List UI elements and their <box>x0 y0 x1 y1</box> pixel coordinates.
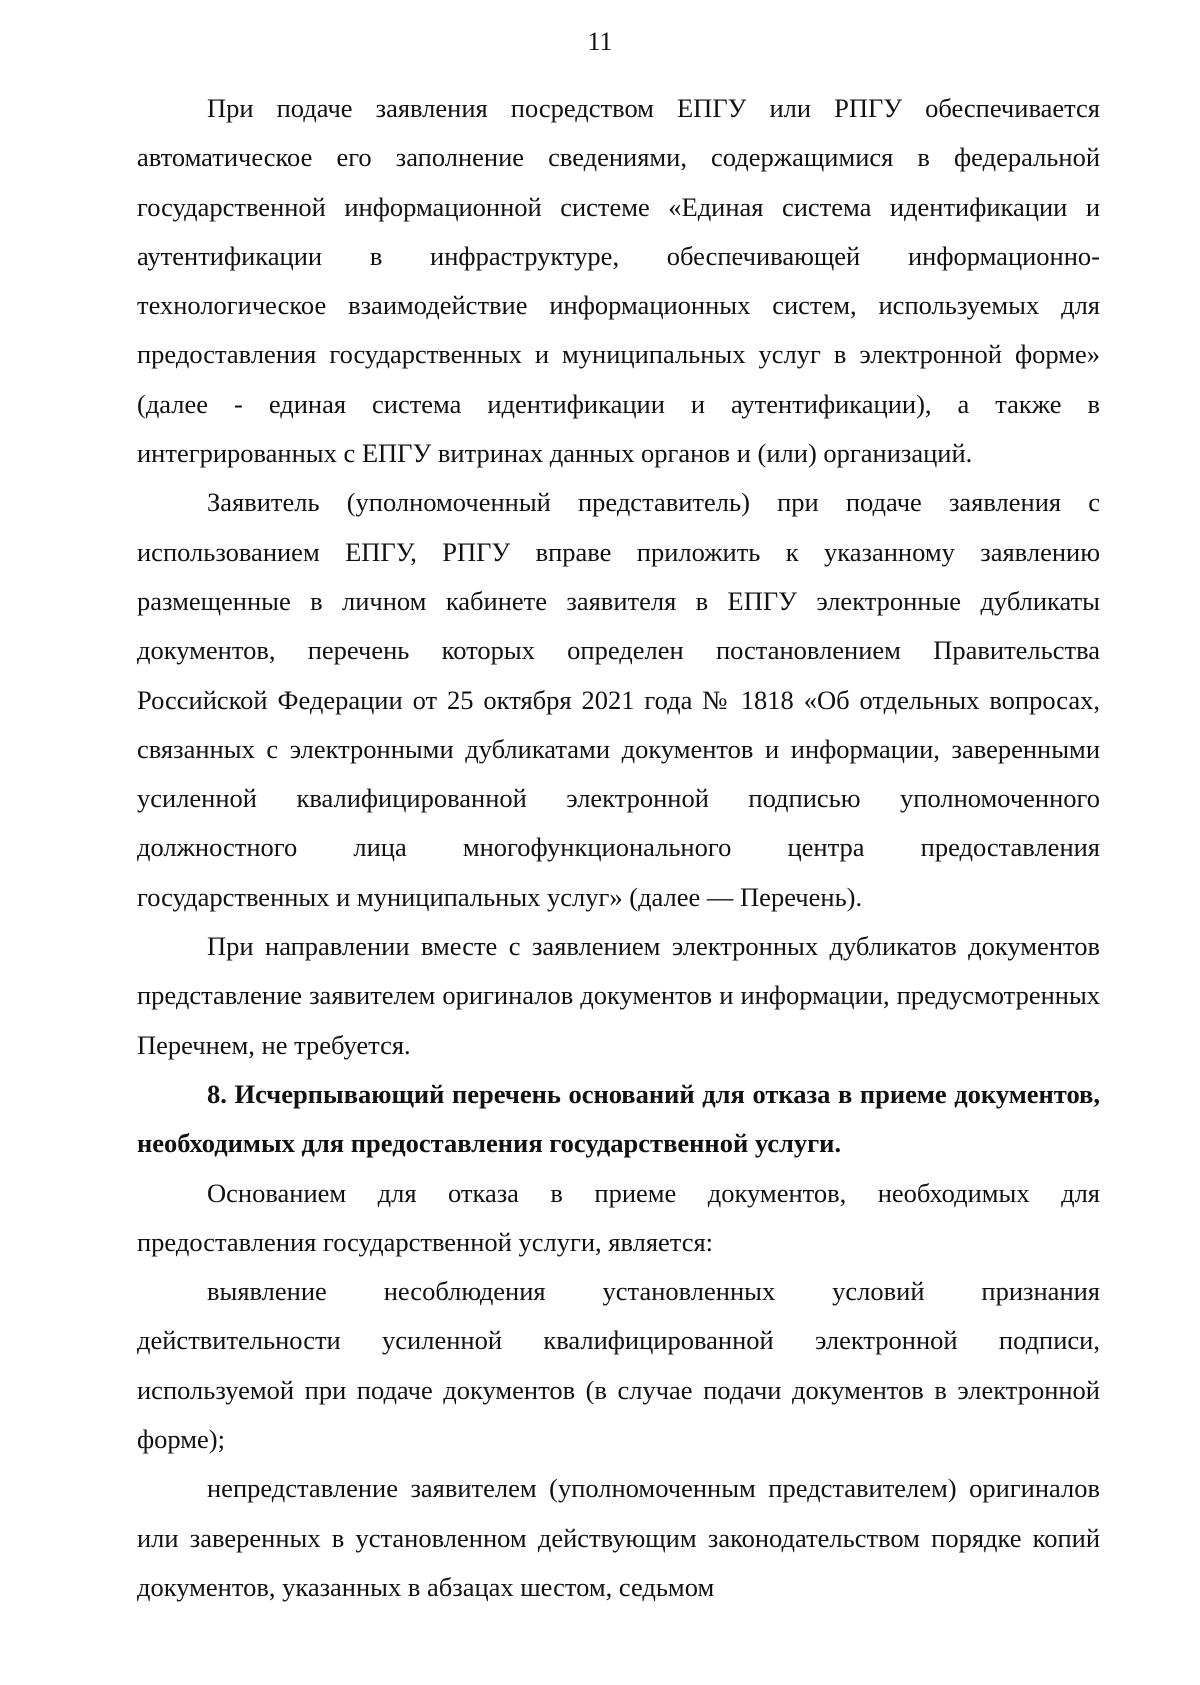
paragraph-electronic-duplicates: Заявитель (уполномоченный представитель) при подаче заявления с использованием ЕПГУ, РПГУ вправе приложить к указанному заявлению размещенные в личном кабинете заявителя в ЕПГУ электронные дубликаты документов, перечень которых определен постановлением Правительства Российской Федерации от 25 октября 2021 года № 1818 «Об отдельных вопросах, связанных с электронными дубликатами документов и информации, заверенными усиленной квалифицированной электронной подписью уполномоченного должностного лица многофункционального центра предоставления государственных и муниципальных услуг» (далее — Перечень). <box>137 487 1100 912</box>
document-body <box>137 84 1100 1612</box>
paragraph-originals-not-submitted: непредставление заявителем (уполномоченным представителем) оригиналов или заверенных в установленном действующим законодательством порядке копий документов, указанных в абзацах шестом, седьмом <box>137 1473 1100 1602</box>
paragraph-originals-not-required: При направлении вместе с заявлением электронных дубликатов документов представление заявителем оригиналов документов и информации, предусмотренных Перечнем, не требуется. <box>137 931 1100 1060</box>
paragraph-signature-invalid: выявление несоблюдения установленных условий признания действительности усиленной квалифицированной электронной подписи, используемой при подаче документов (в случае подачи документов в электронной форме); <box>137 1276 1100 1455</box>
paragraph-epgu-autofill: При подаче заявления посредством ЕПГУ или РПГУ обеспечивается автоматическое его заполнение сведениями, содержащимися в федеральной государственной информационной системе «Единая система идентификации и аутентификации в инфраструктуре, обеспечивающей информационно-технологическое взаимодействие информационных систем, используемых для предоставления государственных и муниципальных услуг в электронной форме» (далее - единая система идентификации и аутентификации), а также в интегрированных с ЕПГУ витринах данных органов и (или) организаций. <box>137 93 1100 469</box>
paragraph-refusal-basis: Основанием для отказа в приеме документов, необходимых для предоставления государственной услуги, является: <box>137 1177 1100 1257</box>
page-number: 11 <box>587 27 613 56</box>
section-heading-refusal-grounds: 8. Исчерпывающий перечень оснований для отказа в приеме документов, необходимых для предоставления государственной услуги. <box>137 1078 1100 1159</box>
